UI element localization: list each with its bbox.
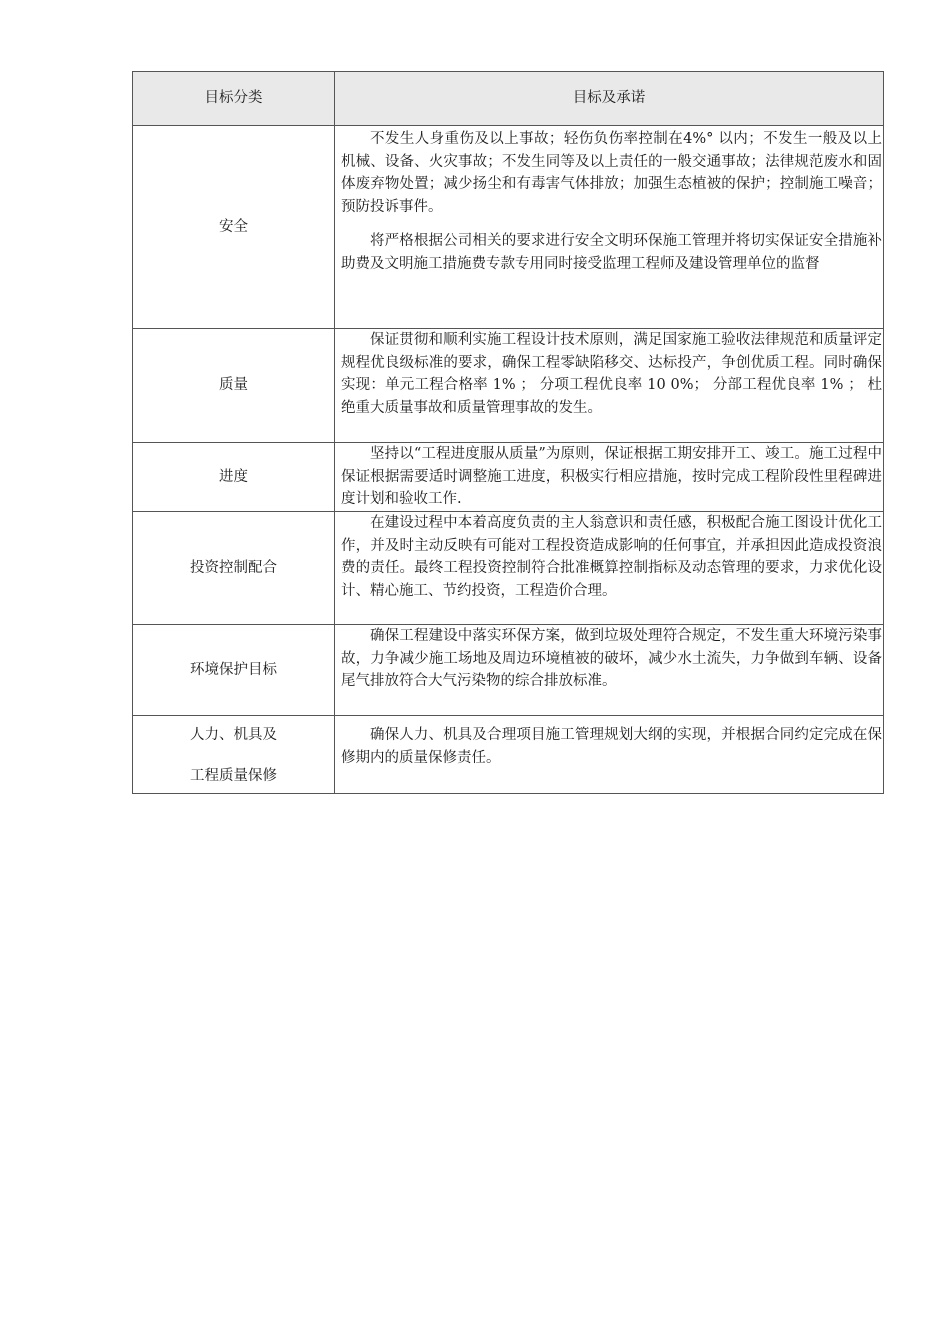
header-goals: 目标及承诺 xyxy=(335,72,884,126)
description-cell xyxy=(335,126,884,329)
table-row-quality xyxy=(133,329,884,443)
table-row-safety xyxy=(133,126,884,329)
description-paragraph: 确保工程建设中落实环保方案，做到垃圾处理符合规定，不发生重大环境污染事故，力争减少施工场地及周边环境植被的破坏，减少水土流失，力争做到车辆、设备尾气排放符合大气污染物的综合排放标准。 xyxy=(341,628,882,689)
category-cell xyxy=(133,329,335,443)
category-cell xyxy=(133,625,335,716)
category-label: 人力、机具及 xyxy=(190,727,277,743)
description-paragraph: 不发生人身重伤及以上事故；轻伤负伤率控制在4%° 以内；不发生一般及以上机械、设备、火灾事故；不发生同等及以上责任的一般交通事故；法律规范废水和固体废弃物处置；减少扬尘和有毒害气体排放；加强生态植被的保护；控制施工噪音；预防投诉事件。 xyxy=(341,131,882,215)
table-row-environment xyxy=(133,625,884,716)
description-cell xyxy=(335,716,884,794)
category-cell xyxy=(133,126,335,329)
description-paragraph: 保证贯彻和顺利实施工程设计技术原则，满足国家施工验收法律规范和质量评定规程优良级标准的要求，确保工程零缺陷移交、达标投产，争创优质工程。同时确保实现：单元工程合格率 1% ； 分项工程优良率 10 0%； 分部工程优良率 1% ； 杜绝重大质量事故和质量管理事故的发生。 xyxy=(341,332,882,416)
description-paragraph: 在建设过程中本着高度负责的主人翁意识和责任感，积极配合施工图设计优化工作，并及时主动反映有可能对工程投资造成影响的任何事宜，并承担因此造成投资浪费的责任。最终工程投资控制符合批准概算控制指标及动态管理的要求，力求优化设计、精心施工、节约投资，工程造价合理。 xyxy=(341,515,882,599)
category-cell xyxy=(133,443,335,512)
category-label: 安全 xyxy=(219,218,248,235)
description-cell xyxy=(335,625,884,716)
description-paragraph: 确保人力、机具及合理项目施工管理规划大纲的实现，并根据合同约定完成在保修期内的质量保修责任。 xyxy=(341,727,882,766)
header-category: 目标分类 xyxy=(133,72,335,126)
description-cell xyxy=(335,443,884,512)
category-cell xyxy=(133,716,335,794)
category-label: 环境保护目标 xyxy=(190,661,277,678)
category-label: 进度 xyxy=(219,468,248,485)
table-row-labor-warranty xyxy=(133,716,884,794)
table-row-progress xyxy=(133,443,884,512)
category-label: 质量 xyxy=(219,377,248,394)
category-label: 工程质量保修 xyxy=(190,767,277,784)
goals-table xyxy=(132,71,884,794)
table-header-row xyxy=(133,72,884,126)
table-row-investment xyxy=(133,512,884,625)
description-paragraph: 坚持以“工程进度服从质量”为原则，保证根据工期安排开工、竣工。施工过程中保证根据需要适时调整施工进度，积极实行相应措施，按时完成工程阶段性里程碑进度计划和验收工作. xyxy=(341,446,882,507)
description-cell xyxy=(335,512,884,625)
category-cell xyxy=(133,512,335,625)
description-paragraph: 将严格根据公司相关的要求进行安全文明环保施工管理并将切实保证安全措施补助费及文明施工措施费专款专用同时接受监理工程师及建设管理单位的监督 xyxy=(341,233,882,272)
category-label: 投资控制配合 xyxy=(190,559,277,576)
description-cell xyxy=(335,329,884,443)
